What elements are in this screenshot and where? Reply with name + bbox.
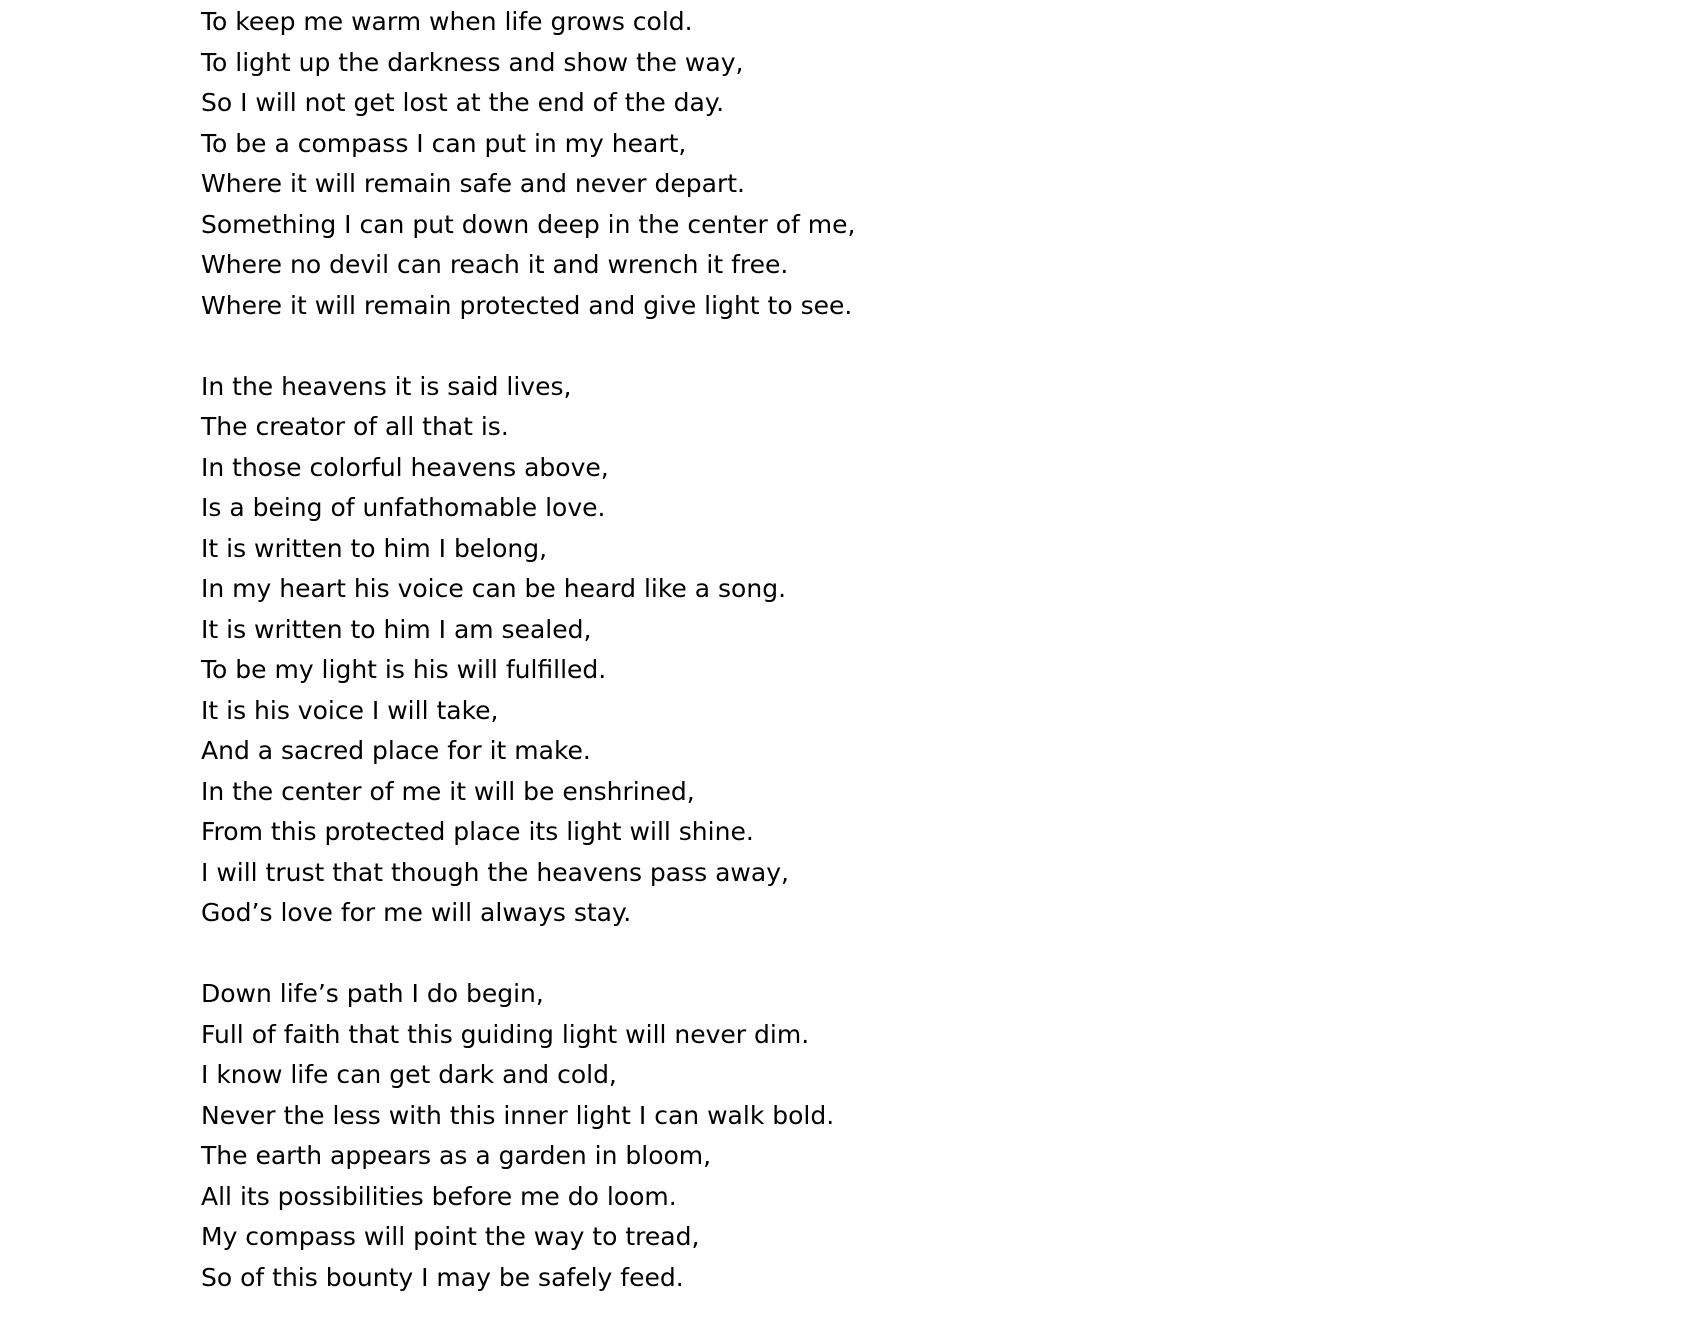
poem-line: It is written to him I belong,	[201, 533, 548, 563]
poem-line: In the center of me it will be enshrined,	[201, 776, 695, 806]
poem-line: To be my light is his will fulfilled.	[201, 655, 607, 684]
poem-line: It is his voice I will take,	[201, 695, 499, 725]
stanza-1	[201, 2, 855, 326]
poem-line: I will trust that though the heavens pass away,	[201, 857, 789, 887]
poem-line: I know life can get dark and cold,	[201, 1060, 617, 1089]
stanza-3	[201, 974, 855, 1298]
poem-line: To keep me warm when life grows cold.	[201, 7, 693, 36]
poem-line: The creator of all that is.	[201, 412, 509, 441]
poem-line: So of this bounty I may be safely feed.	[201, 1262, 684, 1292]
poem-line: Is a being of unfathomable love.	[201, 493, 606, 522]
poem-line: So I will not get lost at the end of the day.	[201, 88, 725, 117]
stanza-2	[201, 367, 855, 934]
poem-line: From this protected place its light will shine.	[201, 817, 754, 846]
poem-line: In my heart his voice can be heard like a song.	[201, 574, 787, 603]
poem-line: All its possibilities before me do loom.	[201, 1181, 677, 1211]
poem-line: To light up the darkness and show the way,	[201, 47, 744, 77]
poem-line: Where it will remain safe and never depart.	[201, 169, 745, 198]
poem-line: And a sacred place for it make.	[201, 736, 591, 765]
poem-body	[201, 2, 855, 1339]
poem-line: To be a compass I can put in my heart,	[201, 128, 687, 158]
poem-line: God’s love for me will always stay.	[201, 898, 632, 927]
poem-line: Down life’s path I do begin,	[201, 979, 544, 1008]
poem-line: It is written to him I am sealed,	[201, 614, 592, 644]
poem-line: In those colorful heavens above,	[201, 452, 609, 482]
poem-line: Something I can put down deep in the center of me,	[201, 209, 856, 239]
poem-line: Where no devil can reach it and wrench it free.	[201, 250, 789, 279]
poem-line: In the heavens it is said lives,	[201, 371, 572, 401]
poem-line: Never the less with this inner light I can walk bold.	[201, 1100, 835, 1130]
poem-line: Full of faith that this guiding light will never dim.	[201, 1019, 810, 1049]
poem-line: The earth appears as a garden in bloom,	[201, 1141, 712, 1170]
poem-line: My compass will point the way to tread,	[201, 1222, 700, 1251]
poem-line: Where it will remain protected and give light to see.	[201, 290, 853, 320]
